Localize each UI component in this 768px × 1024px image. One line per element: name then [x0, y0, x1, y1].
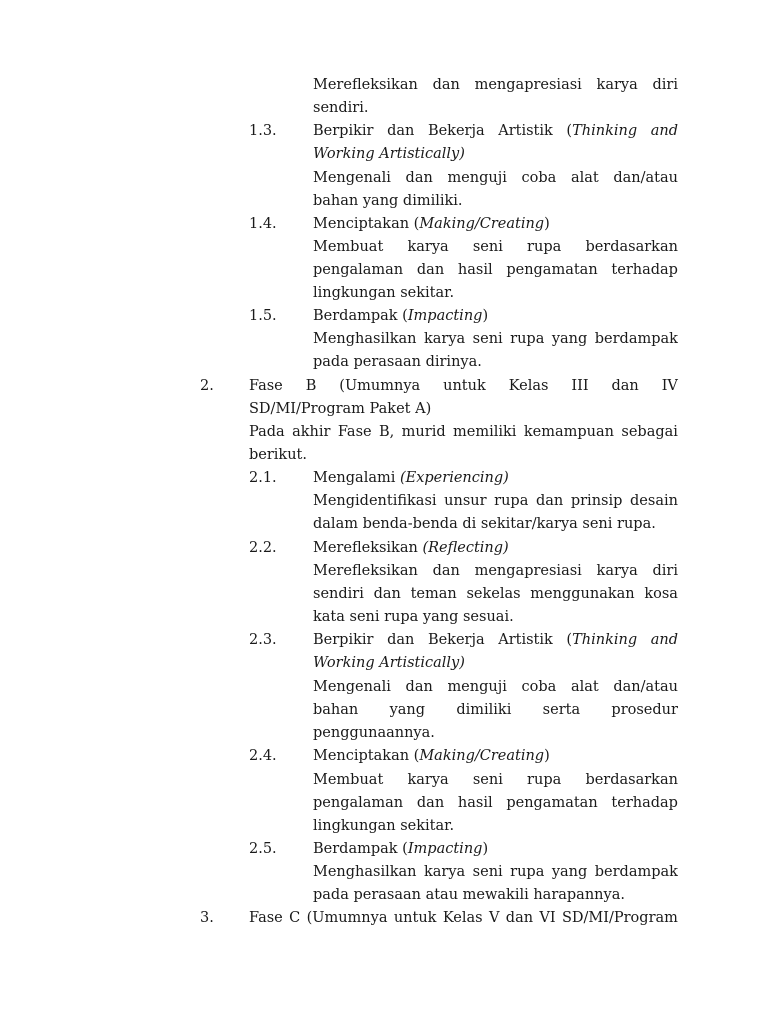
item-desc-line: bahan yang dimiliki. — [313, 193, 463, 209]
word: memiliki — [453, 424, 517, 440]
word: dan — [432, 563, 460, 579]
word: Merefleksikan — [313, 563, 418, 579]
section-heading-cont: SD/MI/Program Paket A) — [249, 401, 432, 417]
word: terhadap — [611, 262, 678, 278]
word: Mengenali — [313, 679, 391, 695]
title-word: Artistik — [498, 632, 553, 648]
title-word: dan — [387, 123, 415, 139]
word: diri — [652, 563, 678, 579]
word: karya — [424, 864, 466, 880]
item-title — [313, 121, 678, 141]
item-title: Mengalami (Experiencing) — [313, 470, 509, 486]
word: murid — [401, 424, 446, 440]
section-heading — [249, 908, 678, 928]
word: V — [488, 910, 500, 926]
item-title-cont: Working Artistically) — [313, 655, 465, 671]
word: prosedur — [611, 702, 678, 718]
word: alat — [570, 170, 599, 186]
word: desain — [630, 493, 678, 509]
item-desc-line: lingkungan sekitar. — [313, 285, 455, 301]
word: seni — [472, 331, 503, 347]
word: rupa — [510, 331, 545, 347]
word: dan — [505, 910, 534, 926]
item-desc-line — [313, 770, 678, 790]
section-number: 2. — [200, 378, 214, 394]
section-number: 3. — [200, 910, 214, 926]
word: Menghasilkan — [313, 331, 417, 347]
word: berdampak — [594, 864, 678, 880]
title-word: Bekerja — [427, 632, 485, 648]
word: yang — [551, 331, 588, 347]
item-number: 2.1. — [249, 470, 277, 486]
word: dan/atau — [613, 170, 678, 186]
item-title: Berdampak (Impacting) — [313, 841, 489, 857]
title-italic: (Thinking — [566, 632, 638, 648]
word: hasil — [457, 262, 493, 278]
word: untuk — [443, 378, 486, 394]
word: alat — [570, 679, 599, 695]
word: kosa — [644, 586, 678, 602]
word: dan — [373, 586, 401, 602]
word: berdasarkan — [585, 239, 678, 255]
word: pengalaman — [313, 795, 404, 811]
word: dan — [611, 378, 639, 394]
word: Membuat — [313, 772, 384, 788]
item-title: Berdampak (Impacting) — [313, 308, 489, 324]
item-desc-line: pada perasaan dirinya. — [313, 354, 482, 370]
word: dan — [405, 170, 433, 186]
word: sebagai — [621, 424, 678, 440]
title-italic: (Thinking — [566, 123, 638, 139]
word: akhir — [292, 424, 331, 440]
word: coba — [521, 679, 557, 695]
word: menguji — [447, 170, 507, 186]
word: dan/atau — [613, 679, 678, 695]
title-word: Berpikir — [313, 123, 374, 139]
word: coba — [521, 170, 557, 186]
item-number: 1.5. — [249, 308, 277, 324]
word: untuk — [393, 910, 437, 926]
word: dan — [535, 493, 564, 509]
word: karya — [424, 331, 466, 347]
word: SD/MI/Program — [561, 910, 678, 926]
section-intro-cont: berikut. — [249, 447, 307, 463]
word: karya — [407, 239, 449, 255]
word: Pada — [249, 424, 285, 440]
word: (Umumnya — [339, 378, 421, 394]
item-desc-line — [313, 677, 678, 697]
item-desc-line — [313, 260, 678, 280]
item-desc-line — [313, 491, 678, 511]
word: Mengenali — [313, 170, 391, 186]
title-italic: and — [650, 632, 678, 648]
word: rupa — [510, 864, 545, 880]
word: karya — [407, 772, 449, 788]
word: seni — [472, 772, 503, 788]
word: VI — [539, 910, 556, 926]
title-word: Berpikir — [313, 632, 374, 648]
word: C — [289, 910, 301, 926]
word: yang — [389, 702, 426, 718]
word: unsur — [444, 493, 487, 509]
word: prinsip — [570, 493, 623, 509]
item-title: Menciptakan (Making/Creating) — [313, 216, 550, 232]
word: mengapresiasi — [474, 77, 582, 93]
word: seni — [472, 239, 503, 255]
item-desc-line — [313, 584, 678, 604]
word: mengapresiasi — [474, 563, 582, 579]
title-italic: and — [650, 123, 678, 139]
word: rupa — [527, 239, 562, 255]
item-number: 2.4. — [249, 748, 277, 764]
word: teman — [410, 586, 457, 602]
item-title: Menciptakan (Making/Creating) — [313, 748, 550, 764]
word: B — [305, 378, 317, 394]
word: menguji — [447, 679, 507, 695]
word: karya — [596, 77, 638, 93]
word: sendiri — [313, 586, 364, 602]
title-word: dan — [387, 632, 415, 648]
word: yang — [551, 864, 588, 880]
word: pengamatan — [506, 795, 598, 811]
item-number: 2.5. — [249, 841, 277, 857]
item-desc-line — [313, 793, 678, 813]
item-number: 1.4. — [249, 216, 277, 232]
item-desc-line — [313, 862, 678, 882]
item-desc-line — [313, 237, 678, 257]
word: pengalaman — [313, 262, 404, 278]
word: B, — [379, 424, 395, 440]
word: dan — [405, 679, 433, 695]
title-word: Bekerja — [427, 123, 485, 139]
word: Kelas — [508, 378, 549, 394]
item-desc-line — [313, 329, 678, 349]
item-desc-line: pada perasaan atau mewakili harapannya. — [313, 887, 625, 903]
item-title — [313, 630, 678, 650]
item-number: 2.3. — [249, 632, 277, 648]
word: Membuat — [313, 239, 384, 255]
title-word: Artistik — [498, 123, 553, 139]
word: dimiliki — [456, 702, 512, 718]
item-desc-line — [313, 700, 678, 720]
item-desc-line: dalam benda-benda di sekitar/karya seni rupa. — [313, 516, 656, 532]
word: dan — [416, 795, 445, 811]
item-desc-line — [313, 561, 678, 581]
word: Fase — [249, 378, 283, 394]
item-desc-line: kata seni rupa yang sesuai. — [313, 609, 514, 625]
section-intro — [249, 422, 678, 442]
word: berdasarkan — [585, 772, 678, 788]
word: serta — [542, 702, 581, 718]
word: (Umumnya — [306, 910, 388, 926]
word: dan — [416, 262, 445, 278]
word: diri — [652, 77, 678, 93]
word: seni — [472, 864, 503, 880]
word: Merefleksikan — [313, 77, 418, 93]
item-title-cont: Working Artistically) — [313, 146, 465, 162]
word: berdampak — [594, 331, 678, 347]
item-desc-line — [313, 168, 678, 188]
item-desc-line: lingkungan sekitar. — [313, 818, 455, 834]
word: bahan — [313, 702, 359, 718]
text-line — [313, 75, 678, 95]
word: Mengidentifikasi — [313, 493, 437, 509]
word: menggunakan — [530, 586, 635, 602]
item-number: 1.3. — [249, 123, 277, 139]
item-desc-line: penggunaannya. — [313, 725, 435, 741]
word: rupa — [527, 772, 562, 788]
section-heading — [249, 376, 678, 396]
word: kemampuan — [523, 424, 614, 440]
word: rupa — [494, 493, 529, 509]
word: terhadap — [611, 795, 678, 811]
item-number: 2.2. — [249, 540, 277, 556]
word: IV — [661, 378, 678, 394]
word: Kelas — [442, 910, 483, 926]
word: dan — [432, 77, 460, 93]
word: Fase — [249, 910, 283, 926]
word: Menghasilkan — [313, 864, 417, 880]
text-line: sendiri. — [313, 100, 369, 116]
item-title: Merefleksikan (Reflecting) — [313, 540, 509, 556]
word: sekelas — [466, 586, 521, 602]
word: Fase — [337, 424, 372, 440]
word: pengamatan — [506, 262, 598, 278]
word: karya — [596, 563, 638, 579]
word: III — [571, 378, 589, 394]
word: hasil — [457, 795, 493, 811]
